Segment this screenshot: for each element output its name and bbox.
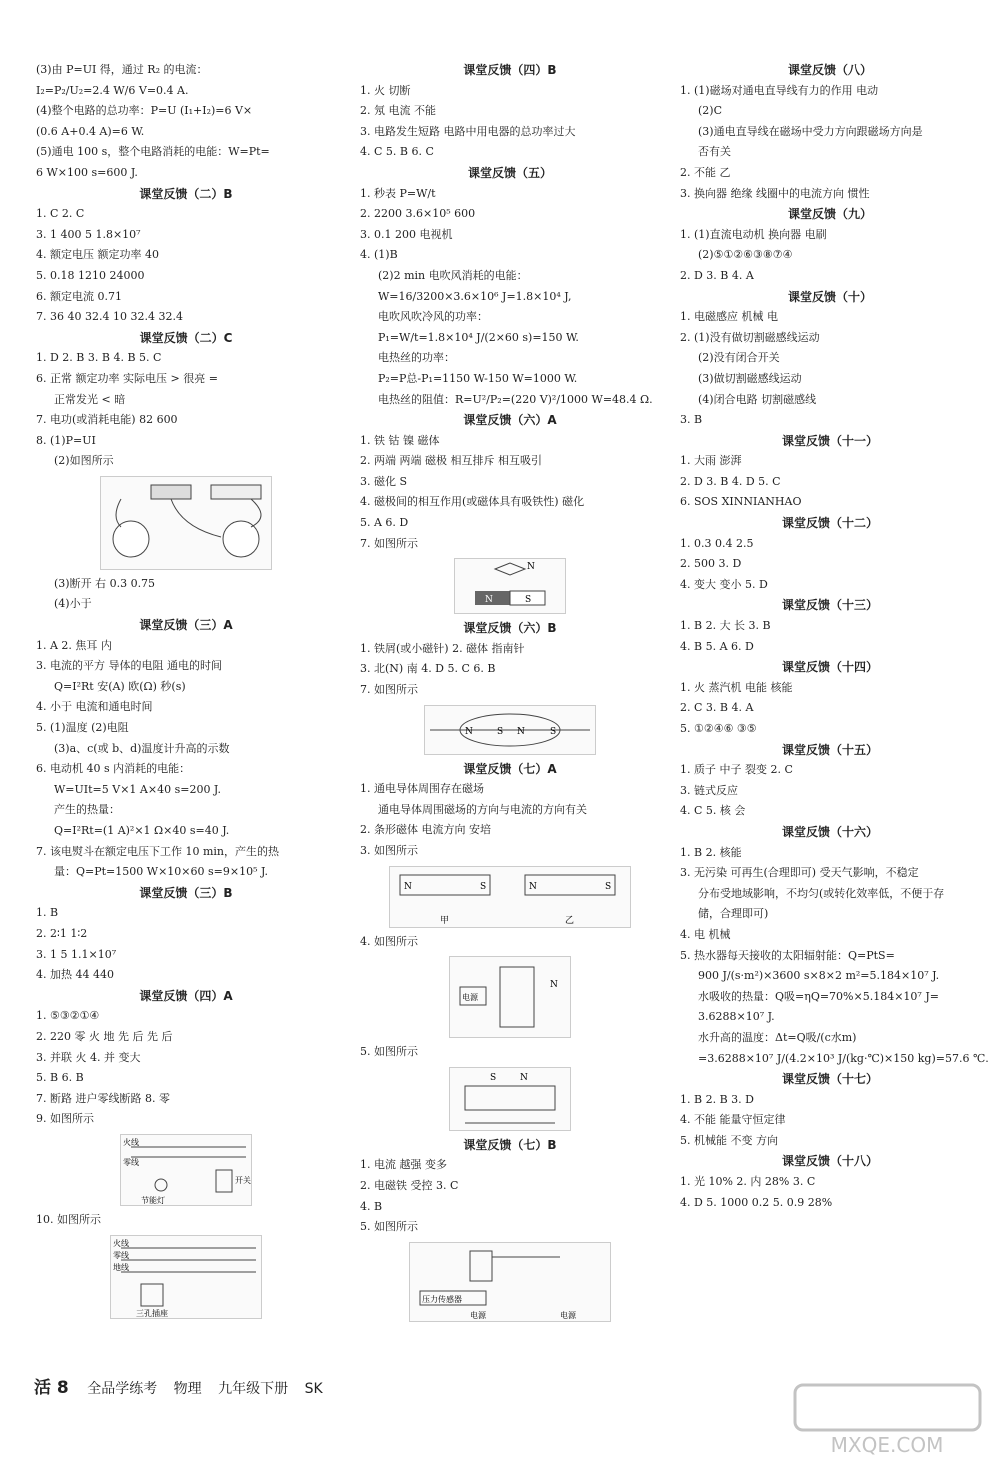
svg-text:S: S (525, 595, 532, 606)
answer-line: I₂=P₂/U₂=2.4 W/6 V=0.4 A. (36, 83, 189, 97)
label-jia: 甲 (440, 915, 450, 926)
answer-line: 4. 额定电压 额定功率 40 (36, 248, 159, 262)
answer-line: (4)小于 (54, 597, 92, 611)
answer-line: 否有关 (698, 145, 731, 159)
answer-line: 水吸收的热量：Q吸=ηQ=70%×5.184×10⁷ J= (698, 989, 939, 1003)
svg-text:N: N (517, 726, 525, 737)
answer-line: P₁=W/t=1.8×10⁴ J/(2×60 s)=150 W. (378, 330, 579, 344)
page-footer (34, 1373, 335, 1398)
answer-line: 7. 该电熨斗在额定电压下工作 10 min，产生的热 (36, 844, 280, 858)
answer-line: (3)通电直导线在磁场中受力方向跟磁场方向是 (698, 124, 923, 138)
section-heading: 课堂反馈（三）B (139, 885, 233, 900)
answer-line: 5. B 6. B (36, 1071, 84, 1085)
answer-line: (4)闭合电路 切割磁感线 (698, 392, 817, 406)
section-heading: 课堂反馈（十五） (781, 742, 878, 757)
answer-line: 3. 链式反应 (680, 783, 738, 797)
answer-line: 10. 如图所示 (36, 1212, 101, 1226)
grade-label: 九年级下册 (218, 1381, 289, 1397)
answer-column-1 (36, 60, 336, 1323)
answer-line: 1. 秒表 P=W/t (360, 186, 436, 200)
answer-line: 4. C 5. 核 会 (680, 804, 746, 818)
source-label-1: 电源 (470, 1310, 486, 1320)
answer-line: P₂=P总-P₁=1150 W-150 W=1000 W. (378, 371, 578, 385)
neutral-wire-label: 零线 (113, 1250, 129, 1260)
answer-line: 3. 1 400 5 1.8×10⁷ (36, 227, 141, 241)
svg-text:N: N (485, 595, 493, 606)
answer-line: 1. 质子 中子 裂变 2. C (680, 763, 793, 777)
answer-line: (3)做切割磁感线运动 (698, 371, 802, 385)
section-heading: 课堂反馈（十八） (781, 1154, 878, 1169)
edition-label: SK (304, 1381, 323, 1397)
section-heading: 课堂反馈（六）B (463, 621, 557, 636)
answer-line: 2. 不能 乙 (680, 165, 731, 179)
answer-line: 4. 加热 44 440 (36, 968, 114, 982)
answer-line: 7. 断路 进户零线断路 8. 零 (36, 1091, 170, 1105)
solenoid-figure-5 (449, 1067, 571, 1131)
svg-text:N: N (527, 562, 535, 573)
answer-line: (3)a、c(或 b、d)温度计升高的示数 (54, 741, 230, 755)
answer-line: 3. 北(N) 南 4. D 5. C 6. B (360, 662, 496, 676)
answer-line: 1. B 2. 核能 (680, 845, 742, 859)
answer-line: 1. 火 切断 (360, 83, 411, 97)
lamp-label: 节能灯 (141, 1195, 165, 1205)
answer-line: 7. 电功(或消耗电能) 82 600 (36, 413, 178, 427)
answer-line: 8. (1)P=UI (36, 433, 96, 447)
answer-line: 900 J/(s·m²)×3600 s×8×2 m²=5.184×10⁷ J. (698, 969, 940, 983)
section-heading: 课堂反馈（十一） (781, 433, 878, 448)
answer-line: 3. 并联 火 4. 并 变大 (36, 1050, 141, 1064)
answer-line: 6. 电动机 40 s 内消耗的电能： (36, 762, 191, 776)
answer-line: 2. 2200 3.6×10⁵ 600 (360, 207, 476, 221)
answer-line: 2. D 3. B 4. D 5. C (680, 474, 781, 488)
svg-text:S: S (605, 881, 612, 892)
section-heading: 课堂反馈（十） (787, 289, 872, 304)
answer-line: 9. 如图所示 (36, 1112, 94, 1126)
answer-line: 6. SOS XINNIANHAO (680, 495, 802, 509)
answer-line: 1. C 2. C (36, 207, 85, 221)
answer-line: 1. B 2. B 3. D (680, 1092, 754, 1106)
answer-line: 2. (1)没有做切割磁感线运动 (680, 330, 820, 344)
answer-line: 7. 36 40 32.4 10 32.4 32.4 (36, 310, 183, 324)
answer-line: 2. D 3. B 4. A (680, 268, 754, 282)
answer-column-2 (360, 60, 660, 1326)
answer-line: 5. (1)温度 (2)电阻 (36, 721, 129, 735)
svg-text:N: N (529, 881, 537, 892)
answer-line: 4. 不能 能量守恒定律 (680, 1113, 786, 1127)
answer-line: 2. 条形磁体 电流方向 安培 (360, 823, 491, 837)
section-heading: 课堂反馈（五） (467, 165, 552, 180)
answer-line: 5. 如图所示 (360, 1045, 418, 1059)
answer-line: 1. 铁屑(或小磁针) 2. 磁体 指南针 (360, 641, 525, 655)
answer-line: 通电导体周围磁场的方向与电流的方向有关 (378, 802, 587, 816)
section-heading: 课堂反馈（十七） (781, 1072, 878, 1087)
live-wire-label: 火线 (113, 1238, 129, 1248)
answer-line: 5. 如图所示 (360, 1220, 418, 1234)
answer-line: 4. 磁极间的相互作用(或磁体具有吸铁性) 磁化 (360, 495, 585, 509)
answer-line: (2)没有闭合开关 (698, 351, 780, 365)
field-figure-7b (424, 705, 596, 755)
answer-line: 3. 0.1 200 电视机 (360, 227, 453, 241)
section-heading: 课堂反馈（十二） (781, 516, 878, 531)
section-heading: 课堂反馈（四）A (139, 988, 233, 1003)
answer-line: (0.6 A+0.4 A)=6 W. (36, 124, 145, 138)
watermark-logo (790, 1380, 985, 1460)
answer-line: 3.6288×10⁷ J. (698, 1010, 775, 1024)
answer-line: 电吹风吹冷风的功率： (378, 310, 488, 324)
section-heading: 课堂反馈（十六） (781, 824, 878, 839)
answer-line: 2. 氖 电流 不能 (360, 104, 436, 118)
svg-text:S: S (550, 726, 557, 737)
answer-line: 4. C 5. B 6. C (360, 145, 434, 159)
answer-line: 4. (1)B (360, 248, 398, 262)
answer-line: 1. (1)直流电动机 换向器 电刷 (680, 227, 827, 241)
section-heading: 课堂反馈（十三） (781, 598, 878, 613)
answer-line: 6. 额定电流 0.71 (36, 289, 122, 303)
subject-label: 物理 (173, 1381, 202, 1397)
answer-line: 5. 0.18 1210 24000 (36, 268, 145, 282)
section-heading: 课堂反馈（七）B (463, 1137, 557, 1152)
answer-line: Q=I²Rt=(1 A)²×1 Ω×40 s=40 J. (54, 824, 230, 837)
wiring-figure-9 (120, 1134, 252, 1206)
answer-line: (3)由 P=UI 得，通过 R₂ 的电流： (36, 63, 208, 76)
answer-line: 1. 电磁感应 机械 电 (680, 310, 778, 324)
section-heading: 课堂反馈（十四） (781, 660, 878, 675)
answer-line: 3. 如图所示 (360, 844, 418, 857)
book-title: 全品学练考 (87, 1381, 158, 1397)
source-label-2: 电源 (560, 1310, 576, 1320)
svg-text:N: N (465, 726, 473, 737)
section-heading: 课堂反馈（四）B (463, 63, 557, 77)
answer-line: 5. 机械能 不变 方向 (680, 1133, 778, 1147)
svg-text:N: N (550, 980, 558, 991)
answer-line: 2. 两端 两端 磁极 相互排斥 相互吸引 (360, 454, 542, 468)
answer-line: 5. A 6. D (360, 516, 409, 530)
answer-line: 分布受地域影响，不均匀(或转化效率低，不便于存 (698, 886, 945, 900)
answer-line: (2)2 min 电吹风消耗的电能： (378, 268, 528, 282)
answer-line: =3.6288×10⁷ J/(4.2×10³ J/(kg·℃)×150 kg)=57.6 ℃. (698, 1051, 989, 1065)
answer-line: 3. 电流的平方 导体的电阻 通电的时间 (36, 659, 222, 673)
svg-text:N: N (520, 1072, 528, 1083)
answer-line: 3. 电路发生短路 电路中用电器的总功率过大 (360, 124, 576, 138)
circuit-figure-8 (100, 476, 272, 570)
answer-line: 量：Q=Pt=1500 W×10×60 s=9×10⁵ J. (54, 865, 269, 879)
answer-line: 4. 电 机械 (680, 927, 731, 941)
answer-line: 1. 0.3 0.4 2.5 (680, 536, 754, 550)
answer-line: 电热丝的功率： (378, 351, 455, 365)
source-label: 电源 (462, 993, 478, 1003)
section-heading: 课堂反馈（六）A (463, 413, 557, 428)
ground-wire-label: 地线 (113, 1262, 129, 1272)
switch-label: 开关 (235, 1175, 251, 1185)
label-yi: 乙 (565, 915, 575, 926)
live-wire-label: 火线 (123, 1137, 139, 1147)
answer-line: 2. C 3. B 4. A (680, 701, 754, 715)
answer-line: 1. A 2. 焦耳 内 (36, 638, 112, 652)
answer-line: 3. 无污染 可再生(合理即可) 受天气影响，不稳定 (680, 866, 919, 880)
svg-text:S: S (497, 726, 504, 737)
section-heading: 课堂反馈（二）C (139, 330, 233, 345)
section-heading: 课堂反馈（九） (787, 207, 872, 222)
answer-line: 储，合理即可) (698, 907, 769, 921)
answer-line: 4. 如图所示 (360, 934, 418, 948)
answer-line: 4. B (360, 1199, 383, 1213)
answer-line: 1. 光 10% 2. 内 28% 3. C (680, 1175, 816, 1189)
answer-line: 2. 500 3. D (680, 557, 742, 571)
answer-line: 4. D 5. 1000 0.2 5. 0.9 28% (680, 1195, 833, 1209)
svg-text:N: N (404, 881, 412, 892)
answer-line: 正常发光 < 暗 (54, 392, 126, 406)
answer-line: 7. 如图所示 (360, 536, 418, 550)
section-heading: 课堂反馈（三）A (139, 618, 233, 633)
answer-line: 2. 220 零 火 地 先 后 先 后 (36, 1029, 173, 1043)
answer-line: 3. 磁化 S (360, 474, 408, 488)
section-heading: 课堂反馈（二）B (139, 186, 233, 201)
answer-line: (2)如图所示 (54, 454, 114, 468)
answer-line: 1. 大雨 澎湃 (680, 454, 742, 468)
answer-line: 1. 通电导体周围存在磁场 (360, 782, 484, 796)
watermark-text: MXQE.COM (830, 1433, 944, 1457)
answer-line: 1. (1)磁场对通电直导线有力的作用 电动 (680, 83, 879, 97)
answer-line: 水升高的温度：Δt=Q吸/(c水m) (698, 1030, 857, 1044)
page-number: 活 8 (34, 1378, 69, 1398)
answer-line: (2)⑤①②⑥③⑧⑦④ (698, 248, 793, 262)
answer-line: 1. 电流 越强 变多 (360, 1158, 447, 1172)
answer-line: 2. 电磁铁 受控 3. C (360, 1178, 459, 1192)
answer-line: Q=I²Rt 安(A) 欧(Ω) 秒(s) (54, 679, 186, 693)
answer-line: 1. B (36, 906, 59, 920)
answer-line: W=UIt=5 V×1 A×40 s=200 J. (54, 782, 221, 796)
answer-line: 5. ①②④⑥ ③⑤ (680, 722, 757, 735)
answer-line: 5. 热水器每天接收的太阳辐射能：Q=PtS= (680, 948, 895, 962)
solenoid-figure-3 (389, 866, 631, 928)
answer-line: (3)断开 右 0.3 0.75 (54, 576, 156, 590)
answer-line: (2)C (698, 104, 722, 118)
relay-figure-5 (409, 1242, 611, 1322)
svg-text:S: S (480, 881, 487, 892)
answer-line: (5)通电 100 s，整个电路消耗的电能：W=Pt= (36, 145, 270, 159)
wiring-figure-10 (110, 1235, 262, 1319)
neutral-wire-label: 零线 (123, 1157, 139, 1167)
socket-label: 三孔插座 (136, 1308, 168, 1318)
answer-line: (4)整个电路的总功率：P=U (I₁+I₂)=6 V× (36, 104, 253, 118)
answer-line: 产生的热量： (54, 803, 120, 817)
answer-column-3 (680, 60, 989, 1213)
answer-line: 1. 火 蒸汽机 电能 核能 (680, 680, 793, 694)
answer-line: 1. B 2. 大 长 3. B (680, 619, 771, 633)
answer-line: 7. 如图所示 (360, 683, 418, 697)
answer-line: 1. 铁 钴 镍 磁体 (360, 433, 440, 447)
answer-line: 4. 变大 变小 5. D (680, 577, 768, 591)
answer-line: 3. B (680, 413, 703, 427)
pressure-sensor-label: 压力传感器 (422, 1294, 462, 1304)
magnet-figure-7 (454, 558, 566, 614)
section-heading: 课堂反馈（七）A (463, 761, 557, 776)
answer-line: 6. 正常 额定功率 实际电压 > 很亮 = (36, 371, 218, 385)
answer-line: W=16/3200×3.6×10⁶ J=1.8×10⁴ J, (378, 289, 572, 303)
svg-text:S: S (490, 1072, 497, 1083)
answer-line: 4. 小于 电流和通电时间 (36, 700, 153, 714)
answer-line: 4. B 5. A 6. D (680, 639, 754, 653)
answer-line: 1. D 2. B 3. B 4. B 5. C (36, 351, 162, 365)
answer-line: 2. 2∶1 1∶2 (36, 926, 88, 940)
answer-line: 3. 1 5 1.1×10⁷ (36, 947, 117, 961)
solenoid-figure-4 (449, 956, 571, 1038)
answer-line: 3. 换向器 绝缘 线圈中的电流方向 惯性 (680, 186, 870, 200)
answer-line: 电热丝的阻值：R=U²/P₂=(220 V)²/1000 W=48.4 Ω. (378, 392, 653, 406)
section-heading: 课堂反馈（八） (787, 63, 872, 77)
answer-line: 6 W×100 s=600 J. (36, 165, 138, 179)
answer-line: 1. ⑤③②①④ (36, 1009, 100, 1023)
